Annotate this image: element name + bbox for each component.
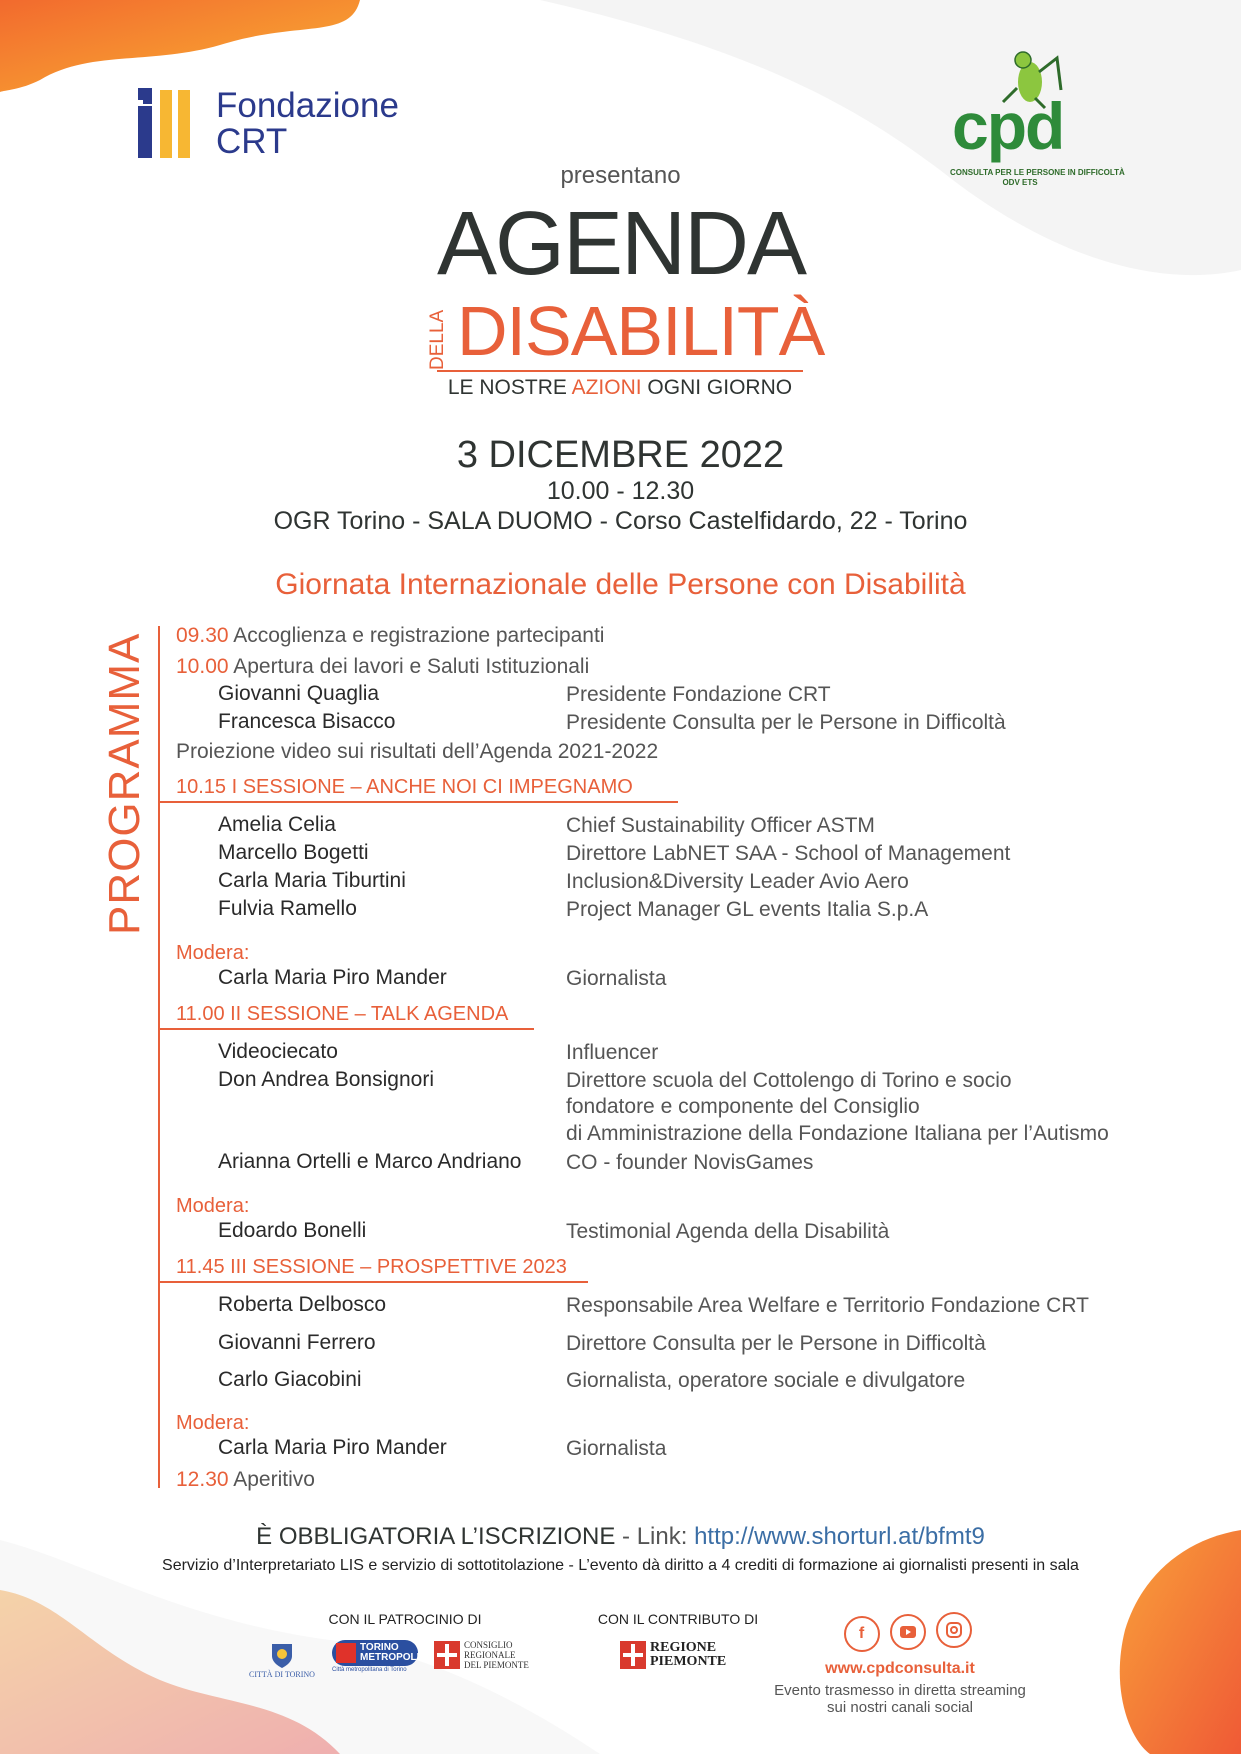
speaker-role: fondatore e componente del Consiglio: [566, 1095, 920, 1118]
speaker-name: Arianna Ortelli e Marco Andriano: [218, 1150, 522, 1173]
link-prefix: - Link:: [615, 1523, 695, 1550]
speaker-name: Roberta Delbosco: [218, 1293, 387, 1316]
torino-crest-icon: [270, 1640, 294, 1668]
moderator-name: Carla Maria Piro Mander: [218, 1436, 447, 1459]
speaker-role: Direttore Consulta per le Persone in Difficoltà: [566, 1332, 986, 1355]
program-vertical-line: [158, 626, 160, 1488]
contributo-label: CON IL CONTRIBUTO DI: [597, 1611, 759, 1627]
regione-l1: REGIONE: [650, 1640, 717, 1655]
modera-label: Modera:: [176, 1412, 250, 1434]
title-agenda: AGENDA: [437, 194, 806, 294]
regione-piemonte-logo: [620, 1640, 727, 1671]
streaming-line-2: sui nostri canali social: [827, 1699, 973, 1716]
title-disabilita: DISABILITÀ: [457, 292, 825, 370]
facebook-icon[interactable]: f: [844, 1616, 880, 1652]
instagram-icon[interactable]: [936, 1612, 972, 1648]
giornata-title: Giornata Internazionale delle Persone con Disabilità: [275, 568, 966, 601]
consiglio-crest-icon: [434, 1641, 460, 1669]
speaker-name: Marcello Bogetti: [218, 841, 369, 864]
program-row-1230: [176, 1467, 315, 1493]
speaker-name: Giovanni Quaglia: [218, 682, 380, 705]
speaker-name: Carlo Giacobini: [218, 1368, 362, 1391]
speaker-role: Direttore scuola del Cottolengo di Torino e socio: [566, 1069, 1012, 1092]
speaker-name: Amelia Celia: [218, 813, 336, 836]
session-3-underline: [158, 1281, 588, 1283]
video-projection-text: Proiezione video sui risultati dell’Agenda 2021-2022: [176, 740, 659, 763]
program-row-0930: [176, 623, 604, 649]
speaker-name: Fulvia Ramello: [218, 897, 357, 920]
youtube-icon[interactable]: [890, 1614, 926, 1650]
time-1000: 10.00: [176, 655, 229, 678]
speaker-role: Inclusion&Diversity Leader Avio Aero: [566, 870, 909, 893]
regione-crest-icon: [620, 1641, 646, 1669]
servizio-text: Servizio d’Interpretariato LIS e servizio di sottotitolazione - L’evento dà diritto a 4 crediti di formazione ai giornalisti presenti in sala: [162, 1557, 1079, 1574]
consiglio-l1: CONSIGLIO: [464, 1640, 513, 1650]
social-icons: [838, 1612, 978, 1652]
consiglio-regionale-logo: [434, 1640, 529, 1671]
regione-l2: PIEMONTE: [650, 1654, 727, 1669]
registration-line: [0, 1523, 1241, 1551]
text-accoglienza: Accoglienza e registrazione partecipanti: [228, 624, 605, 647]
speaker-name: Carla Maria Tiburtini: [218, 869, 406, 892]
modera-label: Modera:: [176, 942, 250, 964]
title-underline: [437, 370, 803, 372]
session-2-underline: [158, 1028, 534, 1030]
speaker-role: Chief Sustainability Officer ASTM: [566, 814, 875, 837]
moderator-role: Giornalista: [566, 967, 667, 990]
title-della-text: DELLA: [427, 309, 448, 370]
tagline-part3: OGNI GIORNO: [641, 376, 793, 399]
speaker-role: Presidente Fondazione CRT: [566, 683, 831, 706]
speaker-role: Presidente Consulta per le Persone in Difficoltà: [566, 711, 1006, 734]
speaker-role: Giornalista, operatore sociale e divulgatore: [566, 1369, 966, 1392]
modera-label: Modera:: [176, 1195, 250, 1217]
fondazione-crt-mark-icon: [138, 88, 208, 163]
title-block: [427, 194, 825, 408]
session-2-title: 11.00 II SESSIONE – TALK AGENDA: [176, 1003, 509, 1025]
registration-link[interactable]: http://www.shorturl.at/bfmt9: [694, 1523, 985, 1550]
speaker-name: Videociecato: [218, 1040, 338, 1063]
session-1-title: 10.15 I SESSIONE – ANCHE NOI CI IMPEGNAMO: [176, 776, 633, 798]
citta-torino-logo: [246, 1640, 318, 1680]
website-link[interactable]: www.cpdconsulta.it: [825, 1660, 975, 1677]
speaker-name: Francesca Bisacco: [218, 710, 396, 733]
title-tagline: [437, 376, 803, 400]
tagline-part1: LE NOSTRE: [447, 376, 572, 399]
torino-metropoli-sub: Città metropolitana di Torino: [332, 1667, 407, 1673]
session-1-underline: [158, 801, 678, 803]
session-3-title: 11.45 III SESSIONE – PROSPETTIVE 2023: [176, 1256, 567, 1278]
speaker-name: Giovanni Ferrero: [218, 1331, 376, 1354]
citta-torino-text: CITTÀ DI TORINO: [249, 1670, 315, 1679]
event-venue: OGR Torino - SALA DUOMO - Corso Castelfidardo, 22 - Torino: [273, 507, 968, 535]
speaker-role: Influencer: [566, 1041, 659, 1064]
text-aperitivo: Aperitivo: [228, 1468, 315, 1491]
fondazione-crt: CRT: [216, 122, 288, 161]
programma-vertical-label: PROGRAMMA: [100, 632, 149, 935]
moderator-name: Carla Maria Piro Mander: [218, 966, 447, 989]
piemonte-cross-icon: [336, 1643, 356, 1663]
iscrizione-text: È OBBLIGATORIA L’ISCRIZIONE: [256, 1523, 616, 1550]
speaker-role: Project Manager GL events Italia S.p.A: [566, 898, 929, 921]
text-apertura: Apertura dei lavori e Saluti Istituzionali: [228, 655, 590, 678]
moderator-role: Giornalista: [566, 1437, 667, 1460]
cpd-subtitle: CONSULTA PER LE PERSONE IN DIFFICOLTÀ: [950, 168, 1125, 177]
cpd-subtitle-2: ODV ETS: [1002, 178, 1038, 187]
consiglio-l2: REGIONALE: [464, 1650, 516, 1660]
presentano-text: presentano: [560, 162, 681, 189]
speaker-role: CO - founder NovisGames: [566, 1151, 814, 1174]
program-row-1000: [176, 654, 589, 680]
torino-metropoli-text: TORINO METROPOLI: [360, 1642, 420, 1663]
moderator-name: Edoardo Bonelli: [218, 1219, 367, 1242]
event-date: 3 DICEMBRE 2022: [456, 434, 785, 476]
torino-metropoli-logo: [332, 1640, 418, 1676]
speaker-name: Don Andrea Bonsignori: [218, 1068, 434, 1091]
fondazione-crt-logo: [138, 88, 418, 163]
speaker-role: Direttore LabNET SAA - School of Management: [566, 842, 1011, 865]
streaming-line-1: Evento trasmesso in diretta streaming: [774, 1682, 1026, 1699]
moderator-role: Testimonial Agenda della Disabilità: [566, 1220, 890, 1243]
consiglio-l3: DEL PIEMONTE: [464, 1660, 529, 1670]
speaker-role: di Amministrazione della Fondazione Italiana per l’Autismo: [566, 1122, 1109, 1145]
cpd-letters: cpd: [952, 89, 1064, 163]
patrocinio-label: CON IL PATROCINIO DI: [328, 1611, 482, 1627]
time-0930: 09.30: [176, 624, 229, 647]
time-1230: 12.30: [176, 1468, 229, 1491]
event-time: 10.00 - 12.30: [546, 477, 695, 505]
speaker-role: Responsabile Area Welfare e Territorio Fondazione CRT: [566, 1294, 1089, 1317]
tagline-azioni: AZIONI: [571, 376, 642, 399]
fondazione-name: Fondazione: [216, 86, 399, 125]
